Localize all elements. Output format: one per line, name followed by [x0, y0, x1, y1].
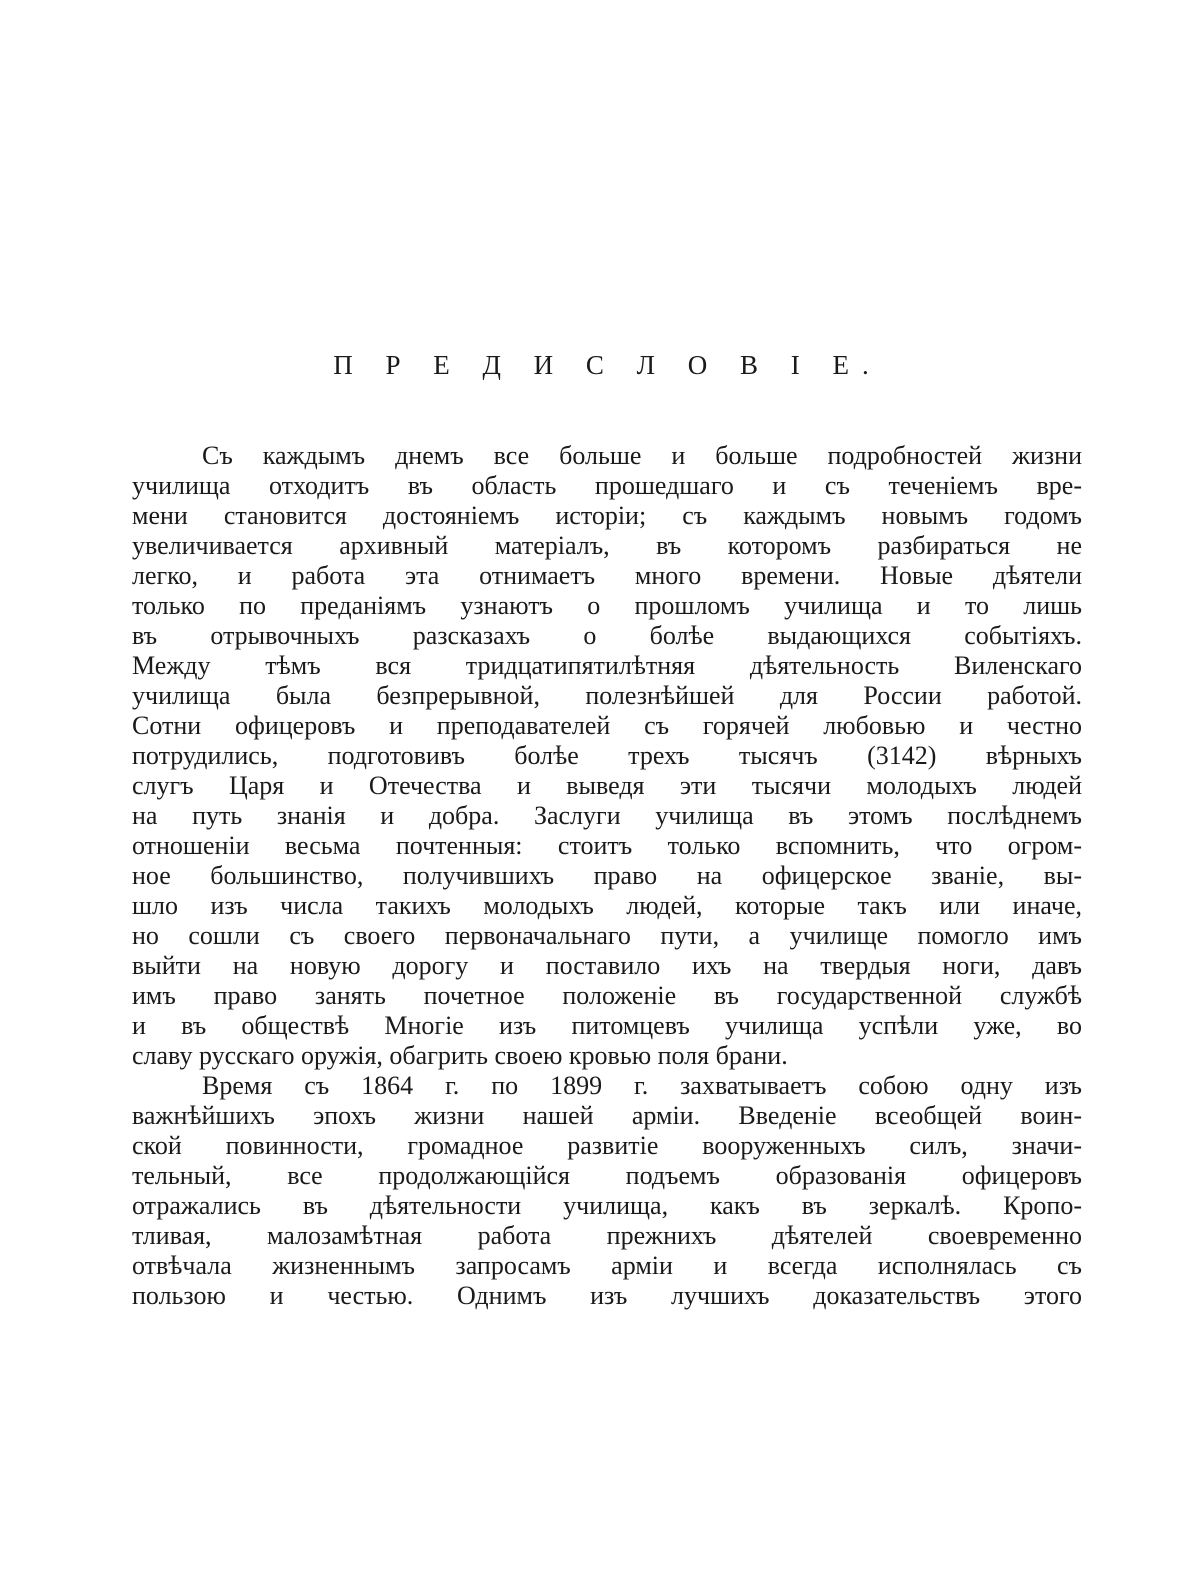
text-line: только по преданіямъ узнаютъ о прошломъ училища и то лишь — [132, 591, 1082, 620]
text-line: потрудились, подготовивъ болѣе трехъ тысячъ (3142) вѣрныхъ — [132, 741, 1082, 770]
text-line: имъ право занять почетное положеніе въ государственной службѣ — [132, 981, 1082, 1010]
text-line: важнѣйшихъ эпохъ жизни нашей арміи. Введеніе всеобщей воин- — [132, 1101, 1082, 1130]
text-line: отражались въ дѣятельности училища, какъ въ зеркалѣ. Кропо- — [132, 1191, 1082, 1220]
text-line: отвѣчала жизненнымъ запросамъ арміи и всегда исполнялась съ — [132, 1251, 1082, 1280]
text-line: училища была безпрерывной, полезнѣйшей для России работой. — [132, 681, 1082, 710]
text-line: слугъ Царя и Отечества и выведя эти тысячи молодыхъ людей — [132, 771, 1082, 800]
text-line: Между тѣмъ вся тридцатипятилѣтняя дѣятельность Виленскаго — [132, 651, 1082, 680]
text-line: ской повинности, громадное развитіе вооруженныхъ силъ, значи- — [132, 1131, 1082, 1160]
text-line: отношеніи весьма почтенныя: стоитъ только вспомнить, что огром- — [132, 831, 1082, 860]
text-line: но сошли съ своего первоначальнаго пути, а училище помогло имъ — [132, 921, 1082, 950]
text-line: увеличивается архивный матеріалъ, въ которомъ разбираться не — [132, 531, 1082, 560]
text-line: мени становится достояніемъ исторіи; съ каждымъ новымъ годомъ — [132, 501, 1082, 530]
text-line: ное большинство, получившихъ право на офицерское званіе, вы- — [132, 861, 1082, 890]
page-title: П Р Е Д И С Л О В І Е. — [333, 350, 882, 380]
text-line: Время съ 1864 г. по 1899 г. захватываетъ собою одну изъ — [202, 1071, 1082, 1100]
text-line: легко, и работа эта отнимаетъ много времени. Новые дѣятели — [132, 561, 1082, 590]
text-line: Съ каждымъ днемъ все больше и больше подробностей жизни — [202, 441, 1082, 470]
text-line: шло изъ числа такихъ молодыхъ людей, которые такъ или иначе, — [132, 891, 1082, 920]
body-text — [132, 441, 1082, 1311]
text-line: училища отходитъ въ область прошедшаго и съ теченіемъ вре- — [132, 471, 1082, 500]
text-line: пользою и честью. Однимъ изъ лучшихъ доказательствъ этого — [132, 1281, 1082, 1310]
text-line: и въ обществѣ Многіе изъ питомцевъ училища успѣли уже, во — [132, 1011, 1082, 1040]
text-line: выйти на новую дорогу и поставило ихъ на твердыя ноги, давъ — [132, 951, 1082, 980]
text-line: въ отрывочныхъ разсказахъ о болѣе выдающихся событіяхъ. — [132, 621, 1082, 650]
text-line: тельный, все продолжающійся подъемъ образованія офицеровъ — [132, 1161, 1082, 1190]
paragraph — [132, 1071, 1082, 1311]
paragraph — [132, 441, 1082, 1071]
text-line: на путь знанія и добра. Заслуги училища въ этомъ послѣднемъ — [132, 801, 1082, 830]
text-line: славу русскаго оружія, обагрить своею кровью поля брани. — [132, 1041, 788, 1070]
text-line: тливая, малозамѣтная работа прежнихъ дѣятелей своевременно — [132, 1221, 1082, 1250]
text-line: Сотни офицеровъ и преподавателей съ горячей любовью и честно — [132, 711, 1082, 740]
